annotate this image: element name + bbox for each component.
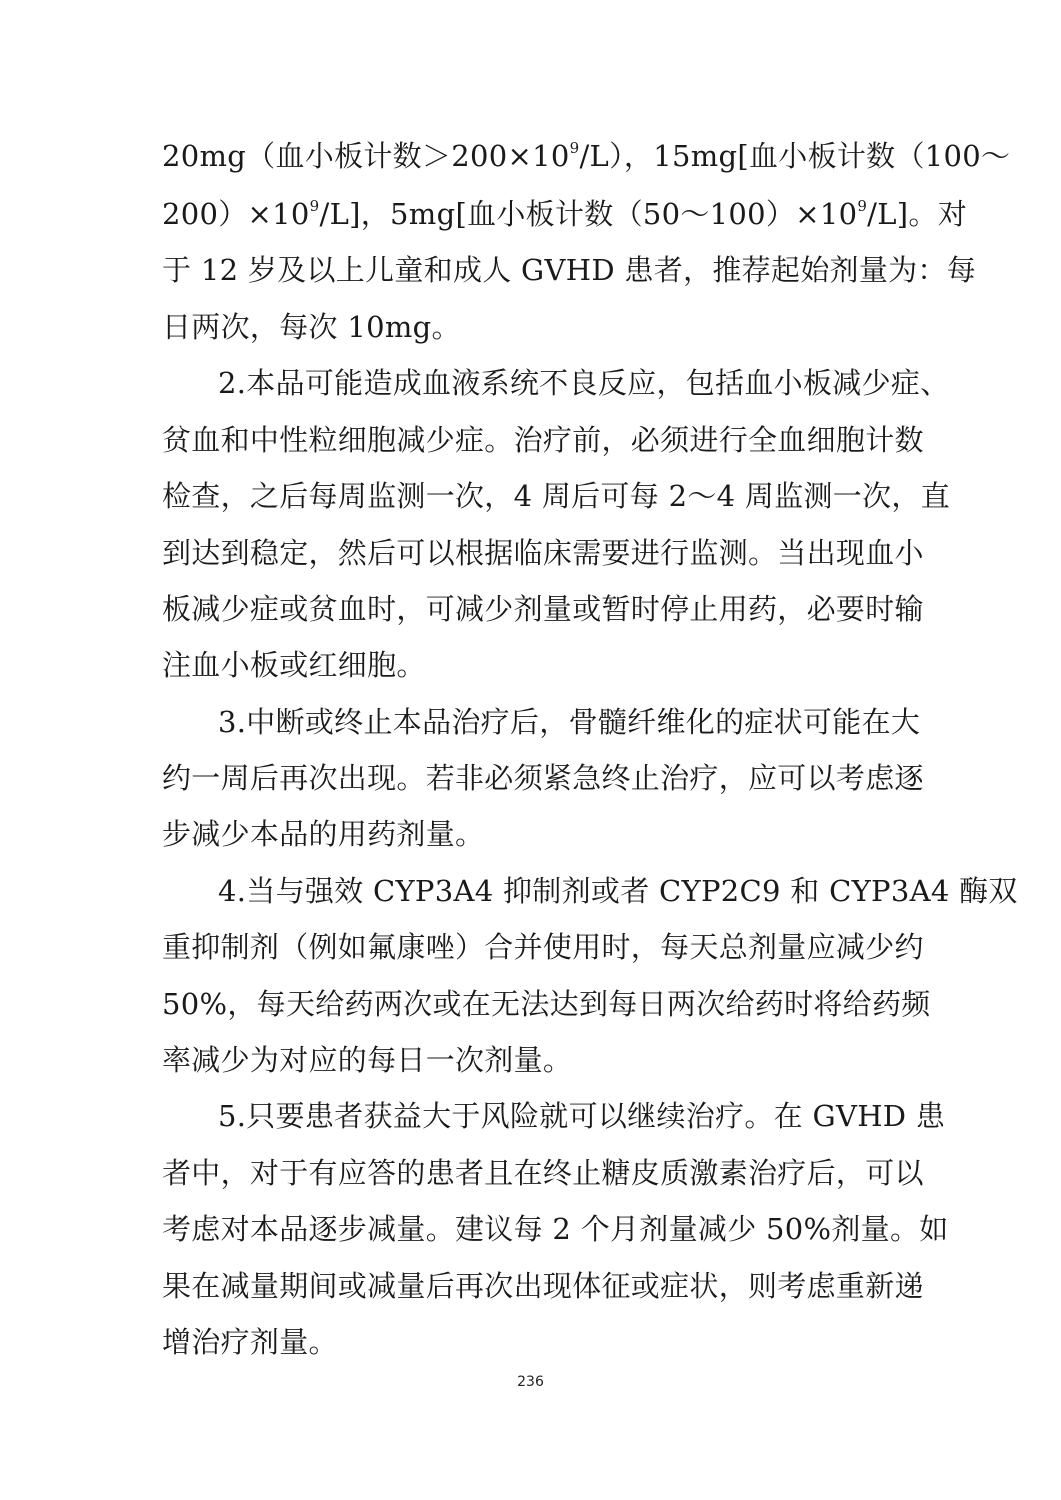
text-line: $200)\times 10^9/L$]，5mg[血小板计数$(50\sim 100)\times 10^9/L$]。对 [162, 197, 968, 231]
page-number: 236 [517, 1374, 544, 1390]
text-line: 步减少本品的用药剂量。 [162, 817, 485, 851]
text-line: 约一周后再次出现。若非必须紧急终止治疗，应可以考虑逐 [162, 761, 924, 795]
text-line: 20mg（血小板计数$>200\times 10^9/L$），15mg[血小板计数（100～ [162, 139, 1011, 173]
text-line: 4.当与强效 CYP3A4 抑制剂或者 CYP2C9 和 CYP3A4 酶双 [218, 874, 1018, 908]
text-line: 重抑制剂（例如氟康唑）合并使用时，每天总剂量应减少约 [162, 930, 924, 964]
text-line: 到达到稳定，然后可以根据临床需要进行监测。当出现血小 [162, 536, 924, 570]
text-line: 5.只要患者获益大于风险就可以继续治疗。在 GVHD 患 [218, 1099, 946, 1133]
text-line: 增治疗剂量。 [162, 1325, 338, 1359]
text-line: 2.本品可能造成血液系统不良反应，包括血小板减少症、 [218, 366, 950, 400]
text-line: 日两次，每次 10mg。 [162, 310, 461, 344]
text-line: 3.中断或终止本品治疗后，骨髓纤维化的症状可能在大 [218, 705, 921, 739]
text-line: 检查，之后每周监测一次，4 周后可每 2～4 周监测一次，直 [162, 479, 951, 513]
text-line: 50%，每天给药两次或在无法达到每日两次给药时将给药频 [162, 987, 931, 1021]
text-line: 率减少为对应的每日一次剂量。 [162, 1043, 573, 1077]
text-line: 板减少症或贫血时，可减少剂量或暂时停止用药，必要时输 [162, 592, 924, 626]
text-line: 考虑对本品逐步减量。建议每 2 个月剂量减少 50%剂量。如 [162, 1212, 949, 1246]
text-line: 者中，对于有应答的患者且在终止糖皮质激素治疗后，可以 [162, 1156, 924, 1190]
text-line: 贫血和中性粒细胞减少症。治疗前，必须进行全血细胞计数 [162, 423, 924, 457]
text-line: 于 12 岁及以上儿童和成人 GVHD 患者，推荐起始剂量为：每 [162, 253, 977, 287]
text-line: 果在减量期间或减量后再次出现体征或症状，则考虑重新递 [162, 1269, 924, 1303]
text-line: 注血小板或红细胞。 [162, 648, 426, 682]
